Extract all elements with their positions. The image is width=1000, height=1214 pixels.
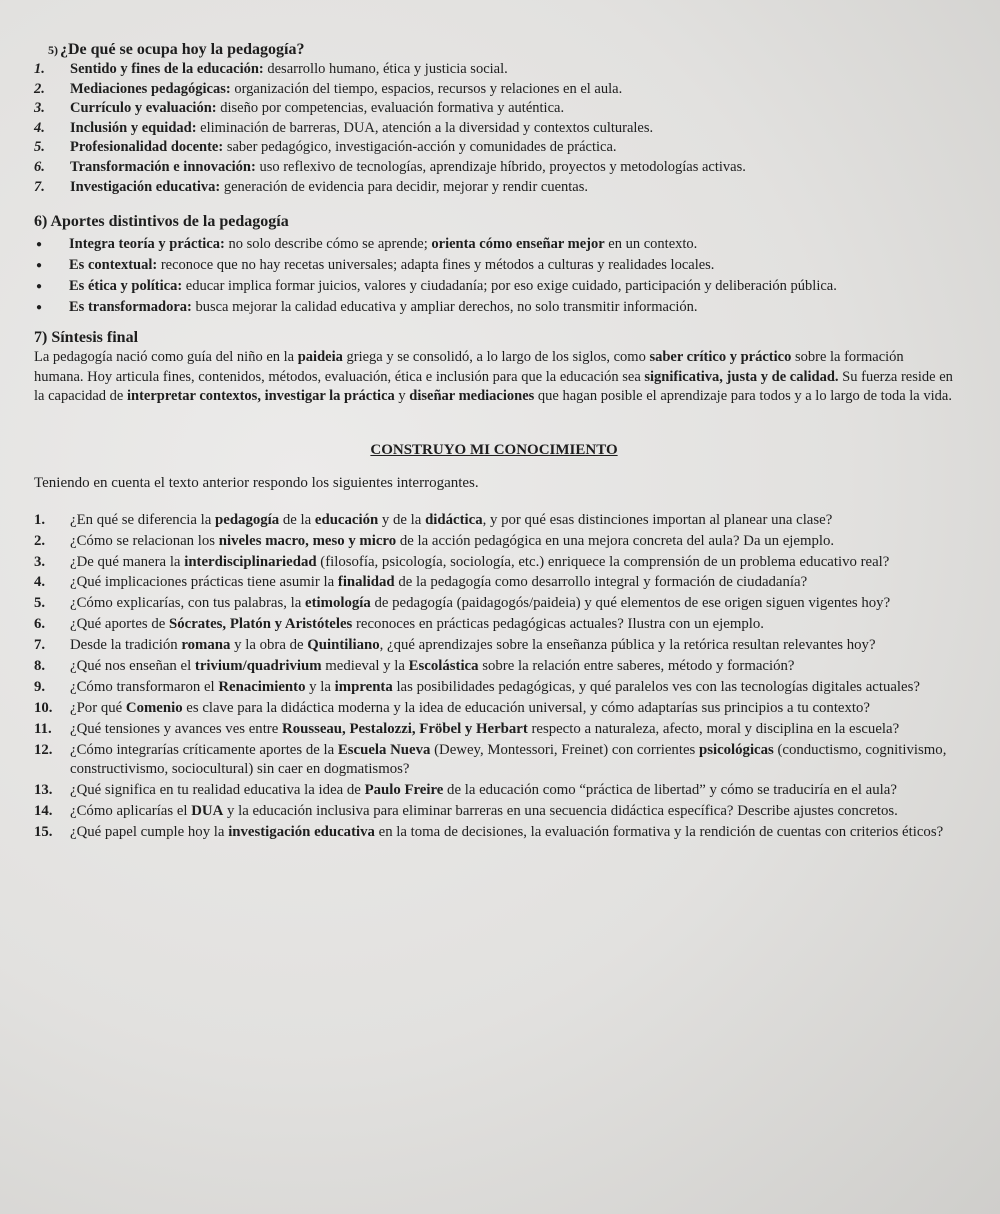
item-text: diseño por competencias, evaluación formativa y auténtica.	[216, 100, 565, 117]
section-5-number: 5)	[48, 43, 58, 57]
text-run: no solo describe cómo se aprende;	[224, 236, 432, 253]
item-text: saber pedagógico, investigación-acción y comunidades de práctica.	[223, 139, 617, 156]
question-number: 3.	[34, 553, 46, 570]
text-run: de la pedagogía como desarrollo integral y formación de ciudadanía?	[394, 574, 808, 591]
item-number: 3.	[34, 100, 45, 117]
section-7	[34, 328, 954, 406]
question-number: 12.	[34, 741, 53, 758]
bold-text: Escolástica	[408, 658, 479, 675]
question-item	[34, 781, 954, 800]
text-run: reconoce que no hay recetas universales; adapta fines y métodos a culturas y realidades locales.	[157, 257, 715, 274]
bold-text: Renacimiento	[218, 678, 306, 695]
item-text: uso reflexivo de tecnologías, aprendizaje híbrido, proyectos y metodologías activas.	[255, 158, 746, 175]
item-number: 2.	[34, 80, 45, 97]
bold-text: Comenio	[125, 699, 183, 716]
text-run: y de la	[378, 511, 426, 528]
text-run: ¿Por qué	[70, 699, 126, 716]
construyo-section	[34, 442, 954, 841]
text-run: Su fuerza reside en la capacidad de	[34, 368, 953, 404]
document-body	[34, 40, 954, 843]
section-5-heading-text: ¿De qué se ocupa hoy la pedagogía?	[60, 41, 305, 58]
section-5-item	[34, 80, 954, 100]
question-item	[34, 594, 954, 613]
text-run: ¿Qué significa en tu realidad educativa la idea de	[70, 781, 365, 798]
section-5-item	[34, 178, 954, 198]
text-run: ¿De qué manera la	[70, 553, 185, 570]
text-run: reconoces en prácticas pedagógicas actuales? Ilustra con un ejemplo.	[352, 616, 764, 633]
bold-text: investigación educativa	[228, 823, 375, 840]
item-text: desarrollo humano, ética y justicia social.	[263, 61, 508, 77]
text-run: medieval y la	[321, 658, 409, 675]
item-text: eliminación de barreras, DUA, atención a la diversidad y contextos culturales.	[196, 119, 654, 136]
section-5	[34, 40, 954, 197]
question-item	[34, 636, 954, 655]
text-run: ¿Cómo transformaron el	[70, 678, 219, 695]
item-text: generación de evidencia para decidir, mejorar y rendir cuentas.	[220, 178, 589, 195]
item-label: Transformación e innovación:	[70, 158, 256, 175]
question-item	[34, 720, 954, 739]
text-run: en un contexto.	[604, 236, 698, 253]
text-run: ¿Cómo aplicarías el	[70, 802, 192, 819]
question-item	[34, 532, 954, 551]
bold-text: niveles macro, meso y micro	[218, 532, 397, 549]
text-run: que hagan posible el aprendizaje para todos y a lo largo de toda la vida.	[534, 387, 952, 404]
text-run: ¿Qué nos enseñan el	[70, 658, 195, 675]
text-run: sobre la formación humana. Hoy articula fines, contenidos, métodos, evaluación, ética e inclusión para que la educación sea	[34, 349, 904, 385]
bold-text: significativa, justa y de calidad.	[644, 368, 839, 385]
construyo-title: CONSTRUYO MI CONOCIMIENTO	[370, 442, 618, 459]
text-run: y la obra de	[230, 637, 308, 654]
text-run: y la	[305, 678, 335, 695]
section-5-item	[34, 60, 954, 80]
question-number: 4.	[34, 574, 46, 591]
item-label: Profesionalidad docente:	[70, 139, 224, 156]
section-6-heading: 6) Aportes distintivos de la pedagogía	[34, 213, 289, 231]
questions-list	[34, 511, 954, 842]
question-item	[34, 511, 954, 530]
text-run: , y por qué esas distinciones importan al planear una clase?	[482, 511, 833, 528]
section-6-bullet	[34, 298, 954, 317]
text-run: ¿Qué papel cumple hoy la	[70, 823, 229, 840]
question-number: 6.	[34, 616, 46, 633]
section-6-bullet	[34, 277, 954, 296]
text-run: ¿Cómo integrarías críticamente aportes de la	[70, 741, 338, 758]
bold-text: trivium/quadrivium	[194, 658, 322, 675]
bold-text: Es contextual:	[69, 257, 158, 274]
bold-text: paideia	[297, 349, 343, 366]
section-5-item	[34, 99, 954, 119]
section-5-item	[34, 138, 954, 158]
item-number: 7.	[34, 178, 45, 195]
text-run: de la acción pedagógica en una mejora concreta del aula? Da un ejemplo.	[396, 532, 835, 549]
bold-text: didáctica	[425, 511, 483, 528]
item-label: Inclusión y equidad:	[70, 119, 197, 136]
text-run: (conductismo, cognitivismo, constructivismo, sociocultural) sin caer en dogmatismos?	[70, 741, 947, 777]
section-6-bullet	[34, 235, 954, 254]
text-run: ¿Cómo se relacionan los	[70, 532, 219, 549]
text-run: de la educación como “práctica de libertad” y cómo se traduciría en el aula?	[443, 781, 897, 798]
text-run: (filosofía, psicología, sociología, etc.) enriquece la comprensión de un problema educativo real?	[316, 553, 890, 570]
text-run: La pedagogía nació como guía del niño en la	[34, 349, 298, 366]
section-5-heading	[34, 40, 954, 60]
text-run: , ¿qué aprendizajes sobre la enseñanza pública y la retórica resultan relevantes hoy?	[379, 637, 876, 654]
item-label: Mediaciones pedagógicas:	[70, 80, 231, 97]
section-6-bullet	[34, 256, 954, 275]
text-run: (Dewey, Montessori, Freinet) con corrientes	[430, 741, 699, 758]
bold-text: interpretar contextos, investigar la práctica	[126, 387, 395, 404]
text-run: ¿En qué se diferencia la	[70, 511, 216, 528]
item-text: organización del tiempo, espacios, recursos y relaciones en el aula.	[230, 80, 623, 97]
bold-text: etimología	[305, 595, 371, 612]
item-label: Sentido y fines de la educación:	[70, 61, 264, 77]
bold-text: pedagogía	[215, 511, 280, 528]
text-run: de pedagogía (paidagogós/paideia) y qué elementos de ese origen siguen vigentes hoy?	[370, 595, 891, 612]
question-item	[34, 699, 954, 718]
text-run: ¿Qué tensiones y avances ves entre	[70, 720, 283, 737]
item-label: Currículo y evaluación:	[70, 100, 217, 117]
text-run: las posibilidades pedagógicas, y qué paralelos ves con las tecnologías digitales actuales?	[392, 678, 920, 695]
section-6	[34, 212, 954, 317]
question-number: 11.	[34, 720, 52, 737]
question-item	[34, 573, 954, 592]
bold-text: Integra teoría y práctica:	[69, 236, 225, 253]
text-run: de la	[279, 511, 315, 528]
text-run: busca mejorar la calidad educativa y ampliar derechos, no solo transmitir información.	[191, 299, 698, 316]
bold-text: Paulo Freire	[364, 781, 444, 798]
item-number: 6.	[34, 158, 45, 175]
text-run: educar implica formar juicios, valores y ciudadanía; por eso exige cuidado, participación y deliberación pública.	[182, 278, 837, 295]
question-number: 14.	[34, 802, 53, 819]
question-item	[34, 741, 954, 780]
question-number: 10.	[34, 699, 53, 716]
bold-text: Sócrates, Platón y Aristóteles	[169, 616, 353, 633]
text-run: ¿Cómo explicarías, con tus palabras, la	[70, 595, 306, 612]
question-number: 5.	[34, 595, 46, 612]
bold-text: Es ética y política:	[69, 278, 183, 295]
bold-text: Quintiliano	[307, 637, 380, 654]
section-5-list	[34, 60, 954, 197]
bold-text: educación	[314, 511, 379, 528]
text-run: sobre la relación entre saberes, método y formación?	[478, 658, 795, 675]
section-5-item	[34, 119, 954, 139]
bold-text: saber crítico y práctico	[649, 349, 792, 366]
section-5-item	[34, 158, 954, 178]
section-7-heading: 7) Síntesis final	[34, 329, 139, 347]
question-item	[34, 802, 954, 821]
question-number: 9.	[34, 678, 46, 695]
question-number: 7.	[34, 637, 46, 654]
question-item	[34, 553, 954, 572]
text-run: en la toma de decisiones, la evaluación formativa y la rendición de cuentas con criterios éticos?	[374, 823, 944, 840]
bold-text: finalidad	[337, 574, 395, 591]
bold-text: interdisciplinariedad	[184, 553, 317, 570]
question-number: 2.	[34, 532, 46, 549]
question-number: 8.	[34, 658, 46, 675]
item-number: 4.	[34, 119, 45, 136]
question-item	[34, 823, 954, 842]
text-run: ¿Qué implicaciones prácticas tiene asumir la	[70, 574, 338, 591]
question-item	[34, 615, 954, 634]
text-run: respecto a naturaleza, afecto, moral y disciplina en la escuela?	[527, 720, 900, 737]
question-item	[34, 657, 954, 676]
bold-text: diseñar mediaciones	[409, 387, 535, 404]
bold-text: romana	[181, 637, 231, 654]
text-run: griega y se consolidó, a lo largo de los siglos, como	[342, 349, 650, 366]
question-number: 13.	[34, 781, 53, 798]
item-number: 5.	[34, 139, 45, 156]
bold-text: Escuela Nueva	[337, 741, 431, 758]
bold-text: Rousseau, Pestalozzi, Fröbel y Herbart	[282, 720, 528, 737]
text-run: Desde la tradición	[70, 637, 182, 654]
text-run: es clave para la didáctica moderna y la idea de educación universal, y cómo adaptarías sus principios a tu contexto?	[182, 699, 870, 716]
item-label: Investigación educativa:	[70, 178, 221, 195]
text-run: y	[394, 387, 410, 404]
bold-text: DUA	[191, 802, 224, 819]
question-item	[34, 678, 954, 697]
text-run: y la educación inclusiva para eliminar barreras en una secuencia didáctica específica? Describe ajustes concretos.	[223, 802, 898, 819]
section-7-paragraph	[34, 348, 954, 406]
construyo-intro: Teniendo en cuenta el texto anterior respondo los siguientes interrogantes.	[34, 475, 479, 492]
bold-text: orienta cómo enseñar mejor	[431, 236, 605, 253]
bold-text: Es transformadora:	[69, 299, 192, 316]
section-6-list	[34, 235, 954, 317]
item-number: 1.	[34, 61, 45, 77]
question-number: 1.	[34, 511, 46, 528]
question-number: 15.	[34, 823, 53, 840]
bold-text: imprenta	[334, 678, 393, 695]
text-run: ¿Qué aportes de	[70, 616, 170, 633]
bold-text: psicológicas	[698, 741, 774, 758]
